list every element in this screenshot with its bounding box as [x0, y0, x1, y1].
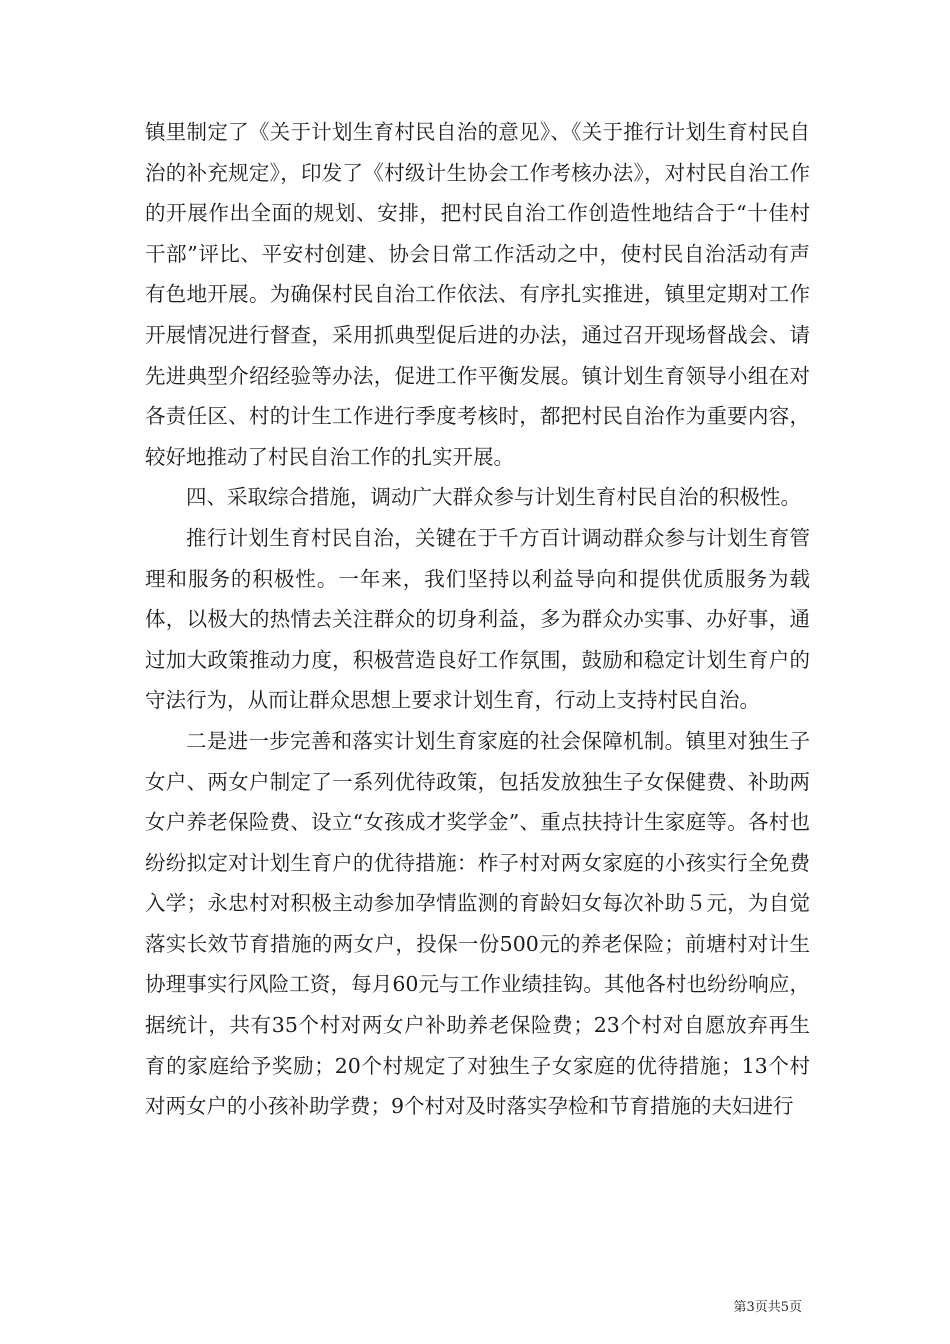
paragraph-social-security: 二是进一步完善和落实计划生育家庭的社会保障机制。镇里对独生子女户、两女户制定了一系列优待政策，包括发放独生子女保健费、补助两女户养老保险费、设立“女孩成才奖学金”、重点扶持计生家庭等。各村也纷纷拟定对计划生育户的优待措施：柞子村对两女家庭的小孩实行全免费入学；永忠村对积极主动参加孕情监测的育龄妇女每次补助５元，为自觉落实长效节育措施的两女户，投保一份500元的养老保险；前塘村对计生协理事实行风险工资，每月60元与工作业绩挂钩。其他各村也纷纷响应，据统计，共有35个村对两女户补助养老保险费；23个村对自愿放弃再生育的家庭给予奖励；20个村规定了对独生子女家庭的优待措施；13个村对两女户的小孩补助学费；9个村对及时落实孕检和节育措施的夫妇进行 [145, 728, 810, 1119]
document-body [145, 112, 810, 1127]
page-number-footer: 第3页共5页 [733, 1300, 802, 1315]
paragraph-self-governance-plan: 镇里制定了《关于计划生育村民自治的意见》、《关于推行计划生育村民自治的补充规定》，印发了《村级计生协会工作考核办法》，对村民自治工作的开展作出全面的规划、安排，把村民自治工作创造性地结合于“十佳村干部”评比、平安村创建、协会日常工作活动之中，使村民自治活动有声有色地开展。为确保村民自治工作依法、有序扎实推进，镇里定期对工作开展情况进行督查，采用抓典型促后进的办法，通过召开现场督战会、请先进典型介绍经验等办法，促进工作平衡发展。镇计划生育领导小组在对各责任区、村的计生工作进行季度考核时，都把村民自治作为重要内容，较好地推动了村民自治工作的扎实开展。 [145, 120, 810, 469]
paragraph-mass-participation: 推行计划生育村民自治，关键在于千方百计调动群众参与计划生育管理和服务的积极性。一年来，我们坚持以利益导向和提供优质服务为载体，以极大的热情去关注群众的切身利益，多为群众办实事、办好事，通过加大政策推动力度，积极营造良好工作氛围，鼓励和稳定计划生育户的守法行为，从而让群众思想上要求计划生育，行动上支持村民自治。 [145, 525, 810, 713]
section-heading-four: 四、采取综合措施，调动广大群众参与计划生育村民自治的积极性。 [186, 485, 801, 510]
